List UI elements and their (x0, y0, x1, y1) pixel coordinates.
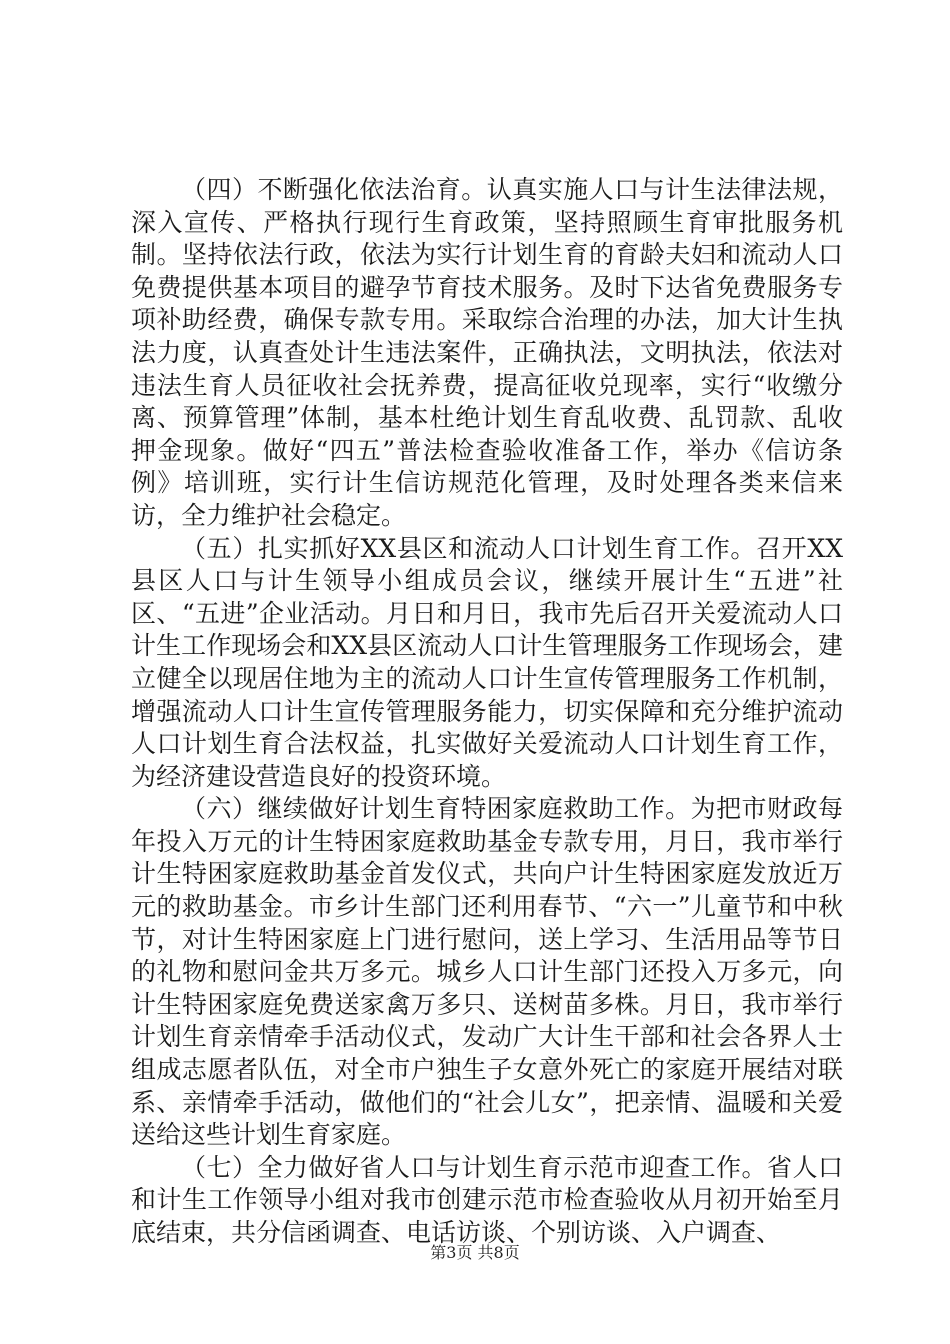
page-number-footer: 第3页 共8页 (430, 1243, 520, 1262)
paragraph-section-6: （六）继续做好计划生育特困家庭救助工作。为把市财政每年投入万元的计生特困家庭救助基金专款专用，月日，我市举行计生特困家庭救助基金首发仪式，共向户计生特困家庭发放近万元的救助基金。市乡计生部门还利用春节、“六一”儿童节和中秋节，对计生特困家庭上门进行慰问，送上学习、生活用品等节日的礼物和慰问金共万多元。城乡人口计生部门还投入万多元，向计生特困家庭免费送家禽万多只、送树苗多株。月日，我市举行计划生育亲情牵手活动仪式，发动广大计生干部和社会各界人士组成志愿者队伍，对全市户独生子女意外死亡的家庭开展结对联系、亲情牵手活动，做他们的“社会儿女”，把亲情、温暖和关爱送给这些计划生育家庭。 (131, 794, 843, 1150)
paragraph-section-7: （七）全力做好省人口与计划生育示范市迎查工作。省人口和计生工作领导小组对我市创建示范市检查验收从月初开始至月底结束，共分信函调查、电话访谈、个别访谈、入户调查、 (131, 1152, 843, 1247)
paragraph-section-5: （五）扎实抓好XX县区和流动人口计划生育工作。召开XX县区人口与计生领导小组成员会议，继续开展计生“五进”社区、“五进”企业活动。月日和月日，我市先后召开关爱流动人口计生工作现场会和XX县区流动人口计生管理服务工作现场会，建立健全以现居住地为主的流动人口计生宣传管理服务工作机制，增强流动人口计生宣传管理服务能力，切实保障和充分维护流动人口计划生育合法权益，扎实做好关爱流动人口计划生育工作，为经济建设营造良好的投资环境。 (131, 533, 843, 791)
document-body (131, 174, 843, 1250)
paragraph-section-4: （四）不断强化依法治育。认真实施人口与计生法律法规，深入宣传、严格执行现行生育政策，坚持照顾生育审批服务机制。坚持依法行政，依法为实行计划生育的育龄夫妇和流动人口免费提供基本项目的避孕节育技术服务。及时下达省免费服务专项补助经费，确保专款专用。采取综合治理的办法，加大计生执法力度，认真查处计生违法案件，正确执法，文明执法，依法对违法生育人员征收社会抚养费，提高征收兑现率，实行“收缴分离、预算管理”体制，基本杜绝计划生育乱收费、乱罚款、乱收押金现象。做好“四五”普法检查验收准备工作，举办《信访条例》培训班，实行计生信访规范化管理，及时处理各类来信来访，全力维护社会稳定。 (131, 175, 843, 530)
